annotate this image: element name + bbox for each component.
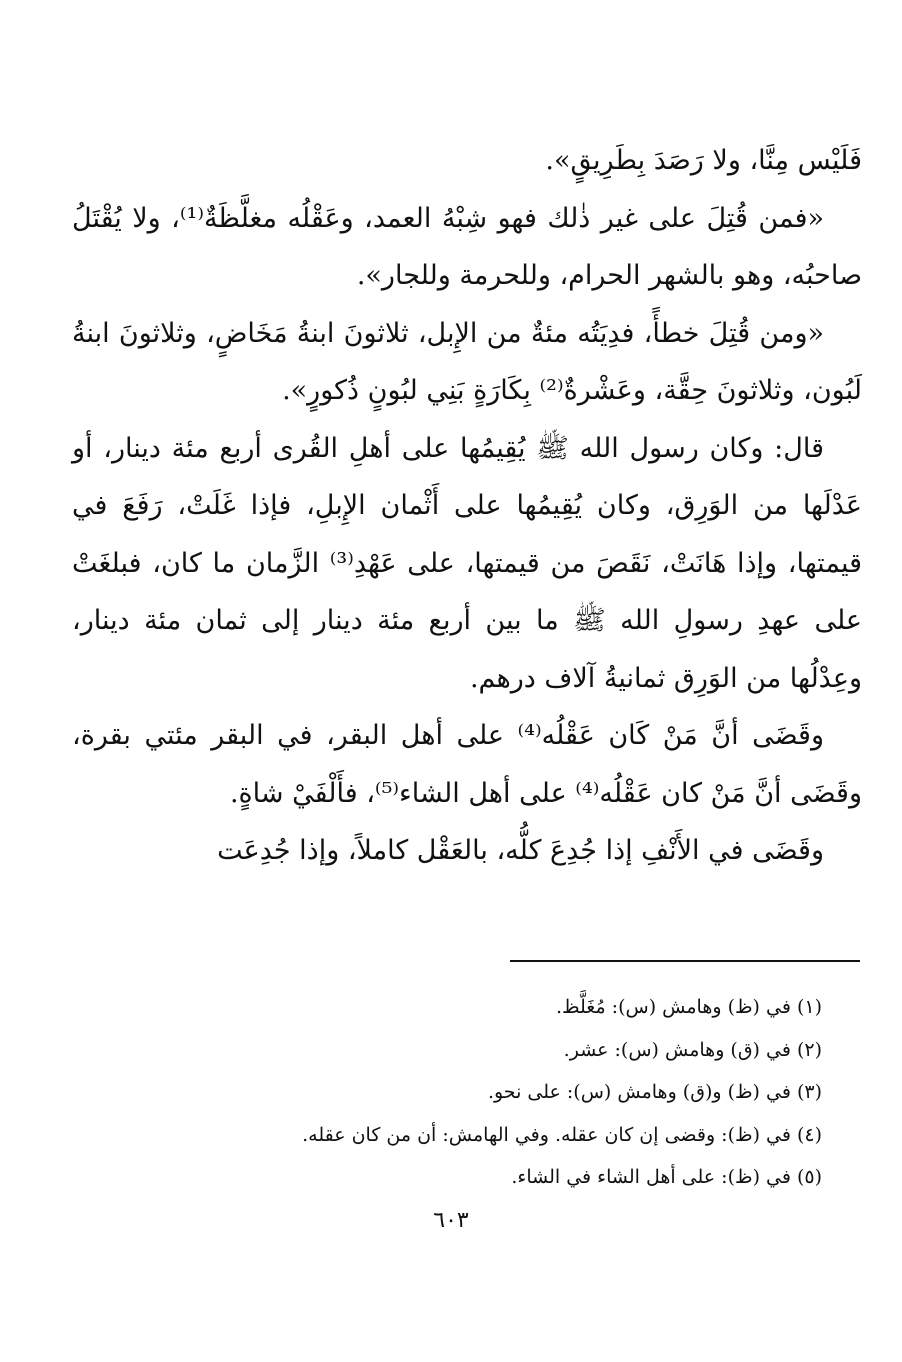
- footnote-number: (٢): [796, 1038, 822, 1061]
- footnote-number: (١): [796, 996, 822, 1018]
- footnote-text: في (ظ): وقضى إن كان عقله. وفي الهامش: أن من كان عقله.: [302, 1123, 791, 1146]
- footnote-5: [82, 1156, 822, 1199]
- paragraph-5: وقَضَى أنَّ مَنْ كَان عَقْلُه⁽⁴⁾ على أهل البقر، في البقر مئتي بقرة، وقَضَى أنَّ مَنْ كان عَقْلُه⁽⁴⁾ على أهل الشاء⁽⁵⁾، فأَلْفَيْ شاةٍ.: [72, 720, 862, 809]
- footnote-number: (٤): [796, 1123, 822, 1146]
- footnote-number: (٣): [796, 1081, 822, 1103]
- footnotes: [82, 986, 822, 1199]
- footnote-3: [82, 1071, 822, 1114]
- footnote-number: (٥): [796, 1166, 822, 1188]
- paragraph-4: قال: وكان رسول الله ﷺ يُقِيمُها على أهلِ القُرى أربع مئة دينار، أو عَدْلَها من الوَرِق، وكان يُقِيمُها على أَثْمان الإِبلِ، فإذا غَلَتْ، رَفَعَ في قيمتها، وإذا هَانَتْ، نَقَصَ من قيمتها، على عَهْدِ⁽³⁾ الزَّمان ما كان، فبلغَتْ على عهدِ رسولِ الله ﷺ ما بين أربع مئة دينار إلى ثمان مئة دينار، وعِدْلُها من الوَرِق ثمانيةُ آلاف درهم.: [72, 432, 862, 694]
- footnote-text: في (ظ) و(ق) وهامش (س): على نحو.: [487, 1081, 791, 1103]
- footnote-text: في (ظ) وهامش (س): مُغَلَّظ.: [555, 996, 791, 1018]
- footnote-4: [82, 1114, 822, 1157]
- paragraph-2: «فمن قُتِلَ على غير ذٰلك فهو شِبْهُ العمد، وعَقْلُه مغلَّظَةٌ⁽¹⁾، ولا يُقْتَلُ صاحبُه، وهو بالشهر الحرام، وللحرمة وللجار».: [72, 202, 862, 291]
- footnote-2: [82, 1029, 822, 1072]
- footnote-1: [82, 986, 822, 1029]
- footnote-text: في (ظ): على أهل الشاء في الشاء.: [511, 1166, 791, 1188]
- paragraph-1: فَلَيْس مِنَّا، ولا رَصَدَ بِطَرِيقٍ».: [545, 145, 862, 176]
- paragraph-6: وقَضَى في الأَنْفِ إذا جُدِعَ كلُّه، بالعَقْل كاملاً، وإذا جُدِعَت: [217, 835, 824, 866]
- footnote-separator: [510, 960, 860, 962]
- main-text: [72, 132, 862, 880]
- footnote-text: في (ق) وهامش (س): عشر.: [563, 1038, 791, 1061]
- page-number: ٦٠٣: [433, 1208, 469, 1233]
- paragraph-3: «ومن قُتِلَ خطأً، فدِيَتُه مئةٌ من الإِبل، ثلاثونَ ابنةُ مَخَاضٍ، وثلاثونَ ابنةُ لَبُون، وثلاثونَ حِقَّة، وعَشْرةٌ⁽²⁾ بِكَارَةٍ بَنِي لبُونٍ ذُكورٍ».: [72, 317, 862, 406]
